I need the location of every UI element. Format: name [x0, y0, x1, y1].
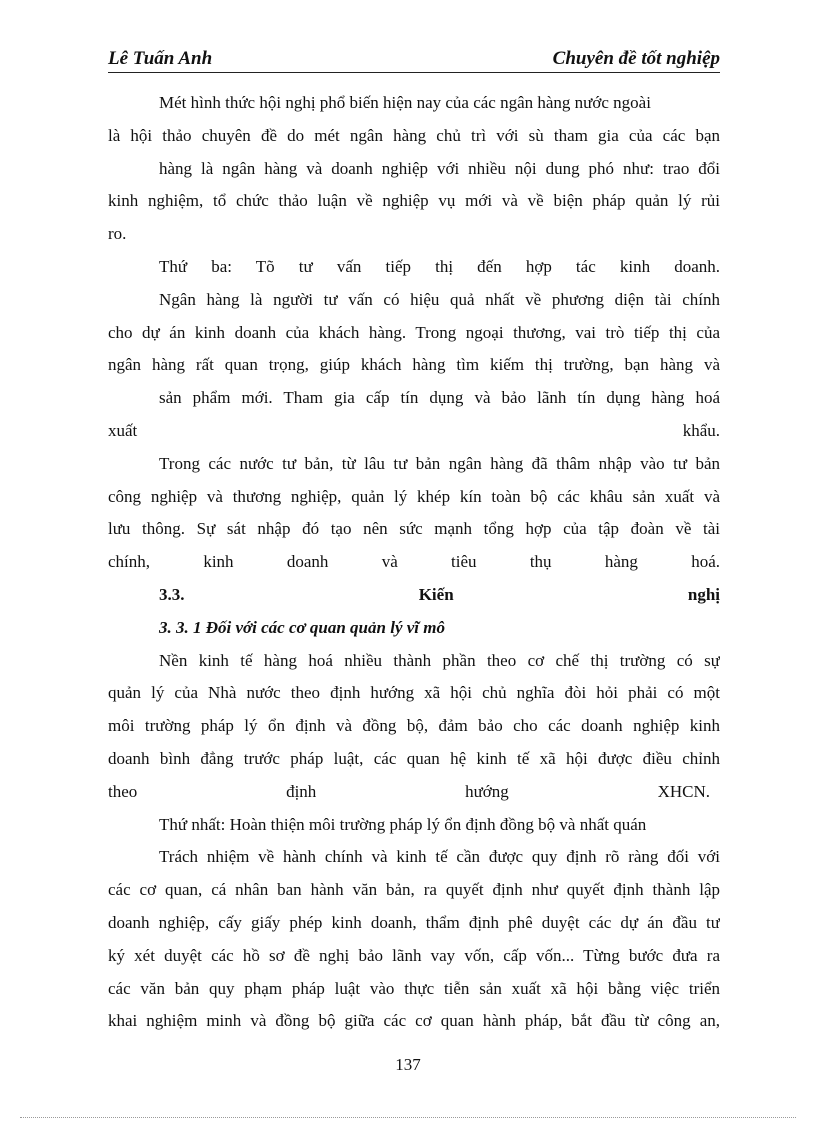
document-page — [108, 42, 720, 1038]
text-line: Thứ nhất: Hoàn thiện môi trường pháp lý ổn định đồng bộ và nhất quán — [159, 814, 647, 834]
text-line: các văn bản quy phạm pháp luật vào thực tiễn sản xuất xã hội bằng việc triển — [108, 978, 720, 998]
subsection-heading: 3. 3. 1 Đối với các cơ quan quản lý vĩ mô — [159, 617, 445, 637]
word: theo — [108, 781, 138, 801]
text-line: quản lý của Nhà nước theo định hướng xã hội chủ nghĩa đòi hỏi phải có một — [108, 683, 720, 703]
word: khẩu. — [682, 420, 720, 440]
text-line: Thứ ba: Tõ tư vấn tiếp thị đến hợp tác kinh doanh. — [159, 256, 720, 276]
text-line: chính, kinh doanh và tiêu thụ hàng hoá. — [108, 552, 720, 572]
text-line: ro. — [108, 224, 127, 244]
text-line: Ngân hàng là người tư vấn có hiệu quả nhất về phương diện tài chính — [159, 289, 720, 309]
word: xuất — [108, 420, 138, 440]
text-line: là hội thảo chuyên đề do mét ngân hàng chủ trì với sù tham gia của các bạn — [108, 125, 720, 145]
page-header — [108, 42, 720, 73]
section-number: 3.3. — [159, 584, 185, 604]
header-title: Chuyên đề tốt nghiệp — [552, 48, 720, 69]
text-line: Trong các nước tư bản, từ lâu tư bản ngân hàng đã thâm nhập vào tư bản — [159, 453, 720, 473]
header-author: Lê Tuấn Anh — [108, 48, 213, 69]
text-line: Mét hình thức hội nghị phổ biến hiện nay của các ngân hàng nước ngoài — [159, 93, 651, 112]
text-line: cho dự án kinh doanh của khách hàng. Trong ngoại thương, vai trò tiếp thị của — [108, 322, 720, 342]
word: hướng — [465, 781, 509, 801]
text-line: khai nghiệm minh và đồng bộ giữa các cơ quan hành pháp, bắt đầu từ công an, — [108, 1011, 720, 1031]
body-text — [108, 87, 720, 1038]
text-line: môi trường pháp lý ổn định và đồng bộ, đảm bảo cho các doanh nghiệp kinh — [108, 716, 720, 736]
text-line: doanh bình đẳng trước pháp luật, các quan hệ kinh tế xã hội được điều chỉnh — [108, 748, 720, 768]
text-line: Nền kinh tế hàng hoá nhiều thành phần theo cơ chế thị trường có sự — [159, 650, 720, 670]
text-line: kinh nghiệm, tổ chức thảo luận về nghiệp vụ mới và về biện pháp quản lý rủi — [108, 191, 720, 211]
text-line: công nghiệp và thương nghiệp, quản lý khép kín toàn bộ các khâu sản xuất và — [108, 486, 720, 506]
text-line: Trách nhiệm về hành chính và kinh tế cần được quy định rõ ràng đối với — [159, 847, 720, 867]
word: Kiến — [418, 584, 454, 604]
page-boundary-divider — [20, 1117, 796, 1118]
text-line — [108, 776, 720, 809]
text-line: lưu thông. Sự sát nhập đó tạo nên sức mạnh tổng hợp của tập đoàn về tài — [108, 519, 720, 539]
text-line: các cơ quan, cá nhân ban hành văn bản, ra quyết định như quyết định thành lập — [108, 880, 720, 900]
page-number: 137 — [395, 1055, 421, 1074]
text-line: sản phẩm mới. Tham gia cấp tín dụng và bảo lãnh tín dụng hàng hoá — [159, 388, 720, 408]
word: định — [286, 781, 317, 801]
text-line: hàng là ngân hàng và doanh nghiệp với nhiều nội dung phó như: trao đổi — [159, 158, 720, 178]
text-line: ký xét duyệt các hồ sơ đề nghị bảo lãnh vay vốn, cấp vốn... Từng bước đưa ra — [108, 945, 720, 965]
word: XHCN. — [657, 781, 710, 801]
text-line: ngân hàng rất quan trọng, giúp khách hàng tìm kiếm thị trường, bạn hàng và — [108, 355, 720, 375]
text-line — [108, 415, 720, 448]
section-heading — [108, 579, 720, 612]
word: nghị — [687, 584, 720, 604]
text-line: doanh nghiệp, cấy giấy phép kinh doanh, thẩm định phê duyệt các dự án đầu tư — [108, 912, 720, 932]
